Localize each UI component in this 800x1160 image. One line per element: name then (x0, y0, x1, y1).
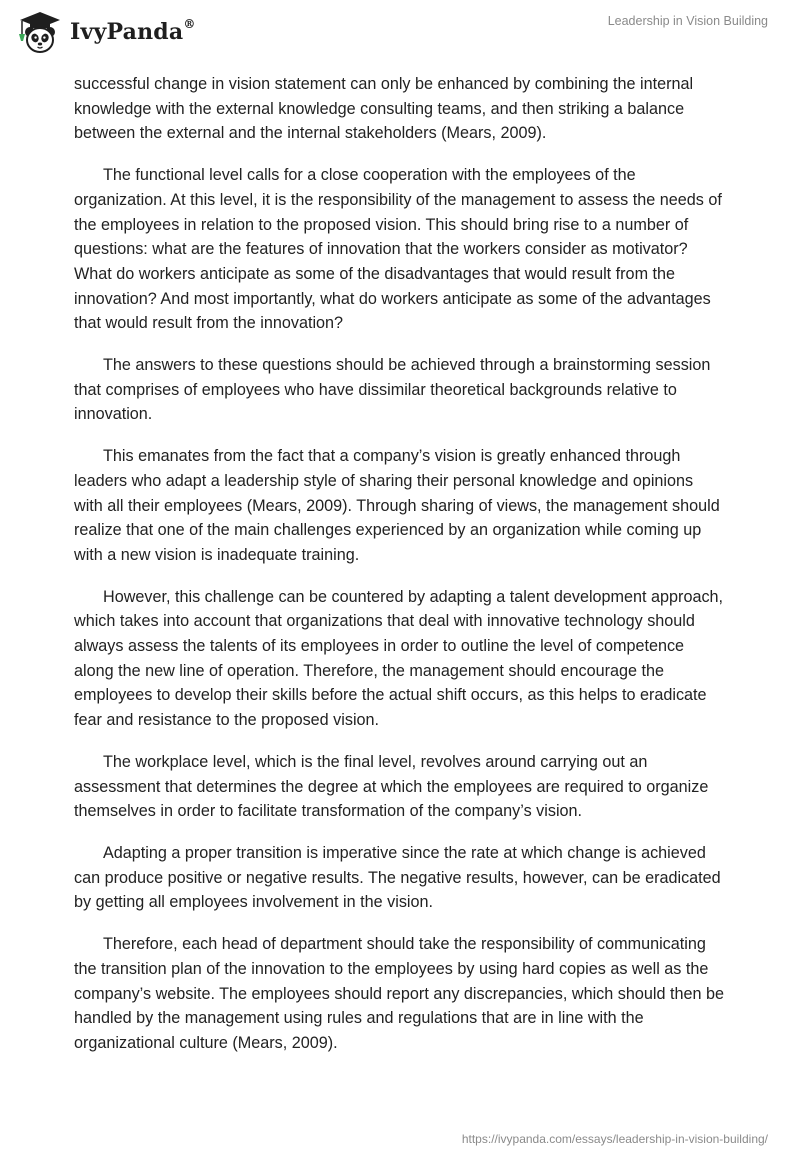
page-header (0, 0, 800, 66)
paragraph-4: This emanates from the fact that a company’s vision is greatly enhanced through leaders who adapt a leadership style of sharing their personal knowledge and opinions with all their employees (Mears, 2009). Through sharing of views, the management should realize that one of the main challenges experienced by an organization while coming up with a new vision is inadequate training. (74, 447, 720, 564)
footer-url-link[interactable]: https://ivypanda.com/essays/leadership-in-vision-building/ (461, 1132, 768, 1146)
brand-name-text: IvyPanda (70, 19, 184, 45)
paragraph-3: The answers to these questions should be achieved through a brainstorming session that comprises of employees who have dissimilar theoretical backgrounds relative to innovation. (74, 356, 711, 424)
registered-mark: ® (183, 17, 196, 31)
document-title: Leadership in Vision Building (607, 14, 768, 28)
essay-body (74, 72, 726, 1073)
brand-name (70, 19, 196, 45)
panda-graduate-logo-icon (14, 8, 62, 56)
paragraph-2: The functional level calls for a close cooperation with the employees of the organization. At this level, it is the responsibility of the management to assess the needs of the employees in relation to the proposed vision. This should bring rise to a number of questions: what are the features of innovation that the workers consider as motivator? What do workers anticipate as some of the disadvantages that would result from the innovation? And most importantly, what do workers anticipate as some of the advantages that would result from the innovation? (74, 166, 722, 333)
paragraph-1: successful change in vision statement can only be enhanced by combining the internal knowledge with the external knowledge consulting teams, and then striking a balance between the external and the internal stakeholders (Mears, 2009). (74, 75, 694, 143)
paragraph-7: Adapting a proper transition is imperative since the rate at which change is achieved can produce positive or negative results. The negative results, however, can be eradicated by getting all employees involvement in the vision. (74, 843, 721, 912)
brand-logo[interactable] (14, 8, 196, 56)
paragraph-8: Therefore, each head of department should take the responsibility of communicating the transition plan of the innovation to the employees by using hard copies as well as the company’s website. The employees should report any discrepancies, which should then be handled by the management using rules and regulations that are in line with the organizational culture (Mears, 2009). (74, 935, 724, 1052)
paragraph-5: However, this challenge can be countered by adapting a talent development approach, which takes into account that organizations that deal with innovative technology should always assess the talents of its employees in order to outline the level of competence along the new line of operation. Therefore, the management should encourage the employees to develop their skills before the actual shift occurs, as this helps to eradicate fear and resistance to the proposed vision. (74, 587, 724, 730)
paragraph-6: The workplace level, which is the final level, revolves around carrying out an assessment that determines the degree at which the employees are required to organize themselves in order to facilitate transformation of the company’s vision. (74, 752, 709, 821)
